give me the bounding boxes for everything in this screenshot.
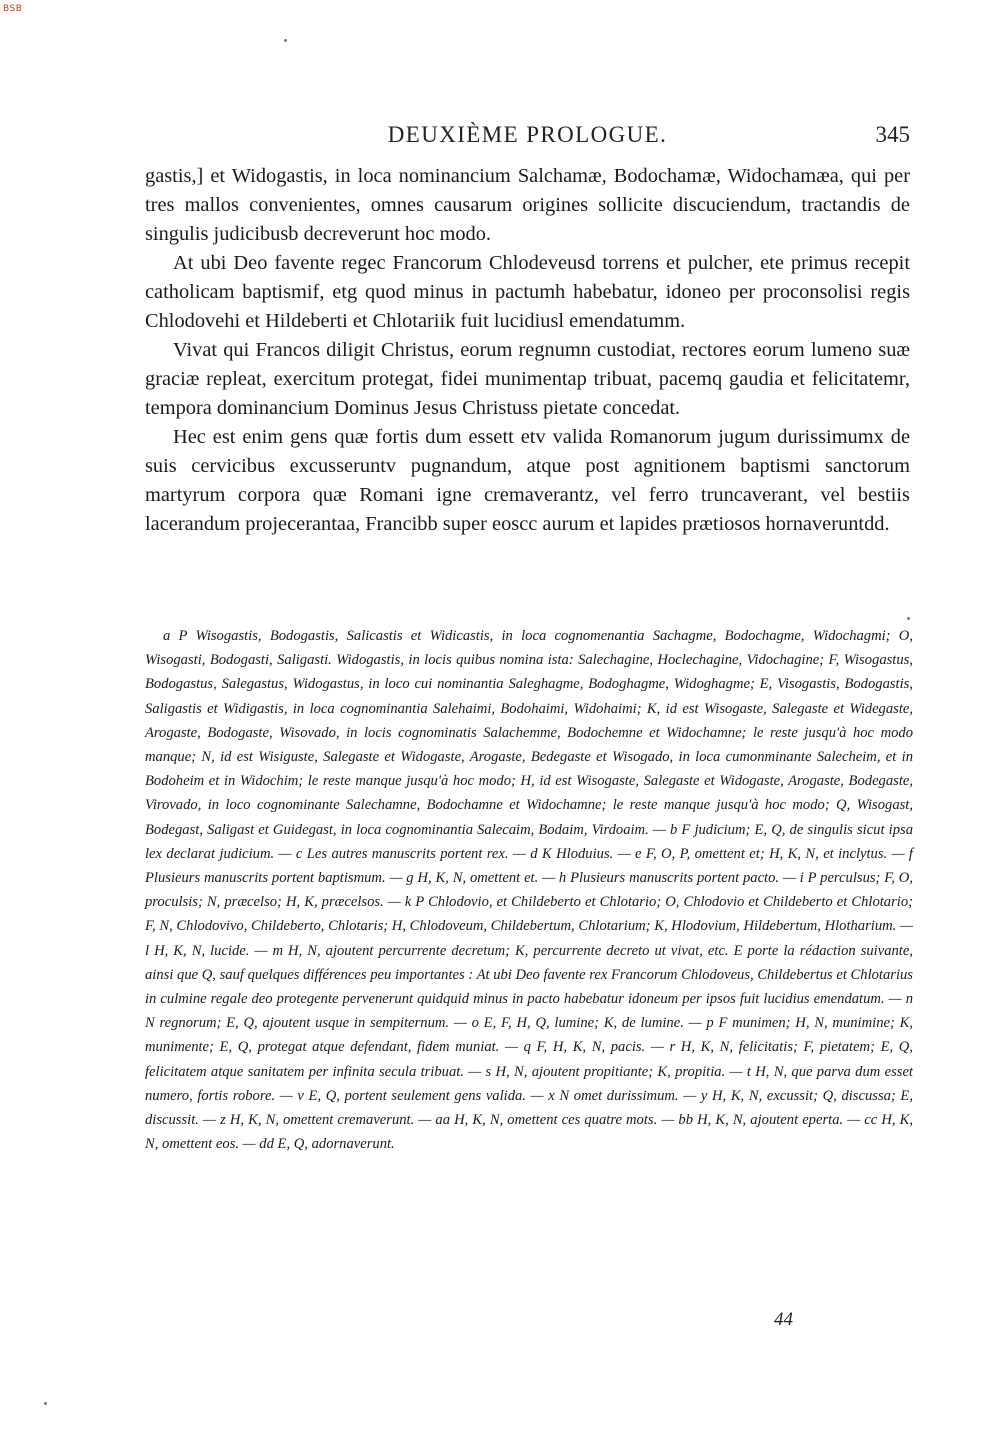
signature-mark: 44 [774,1309,793,1330]
paragraph: At ubi Deo favente regec Francorum Chlodeveusd torrens et pulcher, ete primus recepit catholicam baptismif, etg quod minus in pactumh habebatur, idoneo per proconsolisi regis Chlodovehi et Hildeberti et Chlotariik fuit lucidiusl emendatumm. [145,252,910,332]
footnote: a P Wisogastis, Bodogastis, Salicastis et Widicastis, in loca cognomenantia Sachagme, Bodochagme, Widochagmi; O, Wisogasti, Bodogasti, Saligasti. Widogastis, in locis quibus nomina ista: Salechagine, Hoclechagine, Vidochagine; F, Wisogastus, Bodogastus, Salegastus, Widogastus, in loco cui nominantia Saleghagme, Bodoghagme, Widoghagme; E, Visogastis, Bodogastis, Saligastis et Widigastis, in loca cognominantia Salehaimi, Bodohaimi, Widohaimi; K, id est Wisogaste, Salegaste et Widegaste, Arogaste, Bodogaste, Wisovado, in locis cognominatis Salachemme, Bodochemne et Widochamne; le reste jusqu'à hoc modo manque; N, id est Wisiguste, Salegaste et Widogaste, Arogaste, Bedegaste et Wisogado, in loca cumonminante Salecheim, et in Bodoheim et in Widochim; le reste manque jusqu'à hoc modo; H, id est Wisogaste, Salegaste et Widogaste, Arogaste, Bodegaste, Virovado, in loco cognominante Salechamne, Bodochamne et Widochamne; le reste manque jusqu'à hoc modo; Q, Wisogast, Bodegast, Saligast et Guidegast, in loca cognominantia Salecaim, Bodaim, Virdoaim. — b F judicium; E, Q, de singulis sicut ipsa lex declarat judicium. — c Les autres manuscrits portent rex. — d K Hloduius. — e F, O, P, omettent et; H, K, N, et inclytus. — f Plusieurs manuscrits portent baptismum. — g H, K, N, omettent et. — h Plusieurs manuscrits portent pacto. — i P perculsus; F, O, proculsis; N, præcelso; H, K, præcelsos. — k P Chlodovio, et Childeberto et Chlotario; O, Chlodovio et Childeberto et Chlotario; F, N, Chlodovivo, Childeberto, Chlotaris; H, Chlodoveum, Childebertum, Chlotarium; K, Hlodovium, Hildebertum, Hlotharium. — l H, K, N, lucide. — m H, N, ajoutent percurrente decretum; K, percurrente decreto ut vivat, etc. E porte la rédaction suivante, ainsi que Q, sauf quelques différences peu importantes : At ubi Deo favente rex Francorum Chlodoveus, Childebertus et Chlotarius in culmine regale deo protegente pervenerunt quidquid minus in pacto habebatur idoneum per ipsos fuit lucidius emendatum. — n N regnorum; E, Q, ajoutent usque in sempiternum. — o E, F, H, Q, lumine; K, de lumine. — p F munimen; H, N, munimine; K, munimente; E, Q, protegat atque defendant, fidem muniat. — q F, H, K, N, pacis. — r H, K, N, felicitatis; F, pietatem; E, Q, felicitatem atque sanitatem per infinita secula tribuat. — s H, N, ajoutent propitiante; K, propitia. — t H, N, que parva dum esset numero, fortis robore. — v E, Q, portent seulement gens valida. — x N omet durissimum. — y H, K, N, excussit; Q, discussa; E, discussit. — z H, K, N, omettent cremaverunt. — aa H, K, N, omettent ces quatre mots. — bb H, K, N, ajoutent eperta. — cc H, K, N, omettent eos. — dd E, Q, adornaverunt. [145,628,913,1153]
main-text [145,162,910,539]
running-title: DEUXIÈME PROLOGUE. [387,122,668,147]
speck-mark [907,617,910,620]
paragraph: gastis,] et Widogastis, in loca nominancium Salchamæ, Bodochamæ, Widochamæa, qui per tres mallos convenientes, omnes causarum origines sollicite discuciendum, tractandis de singulis judicibusb decreverunt hoc modo. [145,165,910,245]
page-header [145,122,910,154]
speck-mark [284,39,287,42]
page-number: 345 [875,122,910,147]
paragraph: Vivat qui Francos diligit Christus, eorum regnumn custodiat, rectores eorum lumeno suæ graciæ repleat, exercitum protegat, fidei munimentap tribuat, pacemq gaudia et felicitatemr, tempora dominancium Dominus Jesus Christuss pietate concedat. [145,339,910,419]
library-stamp: BSB [3,4,23,14]
speck-mark [44,1402,47,1405]
footnotes [145,624,913,1156]
paragraph: Hec est enim gens quæ fortis dum essett etv valida Romanorum jugum durissimumx de suis cervicibus excusseruntv pugnandum, atque post agnitionem baptismi sanctorum martyrum corpora quæ Romani igne cremaverantz, vel ferro truncaverant, vel bestiis lacerandum projecerantaa, Francibb super eoscc aurum et lapides prætiosos hornaveruntdd. [145,426,910,535]
